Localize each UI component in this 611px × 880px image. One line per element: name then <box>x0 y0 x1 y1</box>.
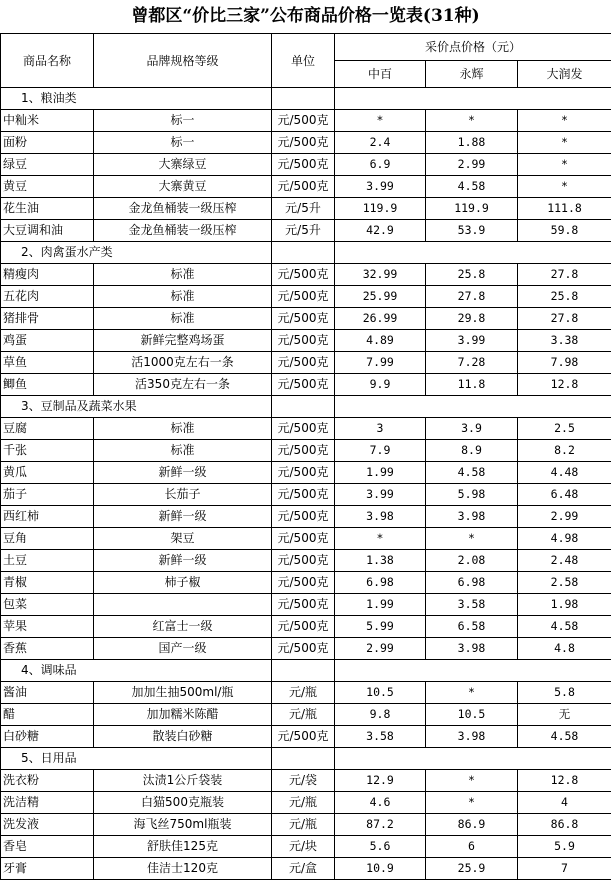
section-row <box>1 396 611 418</box>
table-row <box>1 440 611 462</box>
table-row <box>1 682 611 704</box>
item-unit: 元/瓶 <box>272 792 335 814</box>
table-row <box>1 484 611 506</box>
price-rtmart: 4.58 <box>518 726 611 748</box>
section-title: 3、豆制品及蔬菜水果 <box>1 396 272 418</box>
price-yonghui: 8.9 <box>426 440 518 462</box>
price-yonghui: 4.58 <box>426 176 518 198</box>
price-rtmart: 2.48 <box>518 550 611 572</box>
price-yonghui: 7.28 <box>426 352 518 374</box>
section-title: 1、粮油类 <box>1 88 272 110</box>
section-blank-cell <box>272 396 335 418</box>
section-blank-cell <box>335 242 611 264</box>
table-row <box>1 704 611 726</box>
item-name: 千张 <box>1 440 94 462</box>
price-zhongbai: 25.99 <box>335 286 426 308</box>
section-blank-cell <box>272 748 335 770</box>
item-spec: 标准 <box>94 286 272 308</box>
table-row <box>1 132 611 154</box>
price-rtmart: 12.8 <box>518 374 611 396</box>
item-spec: 舒肤佳125克 <box>94 836 272 858</box>
item-name: 猪排骨 <box>1 308 94 330</box>
item-unit: 元/500克 <box>272 638 335 660</box>
price-yonghui: * <box>426 110 518 132</box>
price-zhongbai: 26.99 <box>335 308 426 330</box>
item-spec: 大寨黄豆 <box>94 176 272 198</box>
price-rtmart: 111.8 <box>518 198 611 220</box>
price-yonghui: * <box>426 682 518 704</box>
item-spec: 新鲜一级 <box>94 462 272 484</box>
price-yonghui: 119.9 <box>426 198 518 220</box>
item-name: 草鱼 <box>1 352 94 374</box>
price-yonghui: 3.98 <box>426 726 518 748</box>
price-yonghui: 25.8 <box>426 264 518 286</box>
price-rtmart: 2.5 <box>518 418 611 440</box>
table-row <box>1 770 611 792</box>
table-row <box>1 154 611 176</box>
price-zhongbai: 12.9 <box>335 770 426 792</box>
price-zhongbai: 1.99 <box>335 462 426 484</box>
section-blank-cell <box>335 88 611 110</box>
price-zhongbai: 7.9 <box>335 440 426 462</box>
price-yonghui: 29.8 <box>426 308 518 330</box>
price-yonghui: 53.9 <box>426 220 518 242</box>
price-rtmart: 8.2 <box>518 440 611 462</box>
header-price-group: 采价点价格（元） <box>335 34 611 61</box>
item-spec: 新鲜一级 <box>94 506 272 528</box>
item-unit: 元/500克 <box>272 154 335 176</box>
table-row <box>1 374 611 396</box>
item-unit: 元/500克 <box>272 726 335 748</box>
price-rtmart: 25.8 <box>518 286 611 308</box>
price-rtmart: 27.8 <box>518 308 611 330</box>
item-unit: 元/500克 <box>272 264 335 286</box>
table-row <box>1 330 611 352</box>
price-yonghui: 6.98 <box>426 572 518 594</box>
price-zhongbai: * <box>335 528 426 550</box>
item-spec: 标准 <box>94 264 272 286</box>
item-spec: 新鲜完整鸡场蛋 <box>94 330 272 352</box>
item-unit: 元/5升 <box>272 220 335 242</box>
table-row <box>1 858 611 880</box>
price-yonghui: 2.08 <box>426 550 518 572</box>
price-yonghui: 25.9 <box>426 858 518 880</box>
item-spec: 标一 <box>94 110 272 132</box>
price-zhongbai: 9.9 <box>335 374 426 396</box>
price-yonghui: 27.8 <box>426 286 518 308</box>
price-rtmart: 4.98 <box>518 528 611 550</box>
price-zhongbai: 42.9 <box>335 220 426 242</box>
table-row <box>1 792 611 814</box>
item-unit: 元/500克 <box>272 374 335 396</box>
price-zhongbai: 9.8 <box>335 704 426 726</box>
section-row <box>1 660 611 682</box>
item-name: 五花肉 <box>1 286 94 308</box>
price-zhongbai: 3.98 <box>335 506 426 528</box>
price-yonghui: 3.99 <box>426 330 518 352</box>
item-name: 酱油 <box>1 682 94 704</box>
table-row <box>1 110 611 132</box>
table-row <box>1 616 611 638</box>
section-row <box>1 88 611 110</box>
price-yonghui: 4.58 <box>426 462 518 484</box>
price-rtmart: 7 <box>518 858 611 880</box>
price-yonghui: 1.88 <box>426 132 518 154</box>
price-rtmart: 4 <box>518 792 611 814</box>
item-unit: 元/500克 <box>272 132 335 154</box>
item-unit: 元/500克 <box>272 286 335 308</box>
price-zhongbai: 6.98 <box>335 572 426 594</box>
item-spec: 海飞丝750ml瓶装 <box>94 814 272 836</box>
table-row <box>1 418 611 440</box>
item-unit: 元/块 <box>272 836 335 858</box>
price-rtmart: 27.8 <box>518 264 611 286</box>
price-zhongbai: 3 <box>335 418 426 440</box>
section-title: 5、日用品 <box>1 748 272 770</box>
price-zhongbai: 1.38 <box>335 550 426 572</box>
item-spec: 标一 <box>94 132 272 154</box>
price-yonghui: * <box>426 770 518 792</box>
item-spec: 长茄子 <box>94 484 272 506</box>
item-unit: 元/500克 <box>272 352 335 374</box>
price-zhongbai: 87.2 <box>335 814 426 836</box>
price-rtmart: 86.8 <box>518 814 611 836</box>
item-name: 香蕉 <box>1 638 94 660</box>
item-spec: 白猫500克瓶装 <box>94 792 272 814</box>
item-name: 中籼米 <box>1 110 94 132</box>
item-spec: 活350克左右一条 <box>94 374 272 396</box>
item-name: 洗衣粉 <box>1 770 94 792</box>
item-unit: 元/5升 <box>272 198 335 220</box>
item-name: 精瘦肉 <box>1 264 94 286</box>
item-unit: 元/500克 <box>272 572 335 594</box>
price-rtmart: 无 <box>518 704 611 726</box>
item-unit: 元/500克 <box>272 550 335 572</box>
price-rtmart: 12.8 <box>518 770 611 792</box>
table-row <box>1 528 611 550</box>
item-name: 西红柿 <box>1 506 94 528</box>
table-row <box>1 462 611 484</box>
section-row <box>1 748 611 770</box>
item-spec <box>94 594 272 616</box>
price-rtmart: 5.9 <box>518 836 611 858</box>
item-unit: 元/500克 <box>272 176 335 198</box>
item-spec: 柿子椒 <box>94 572 272 594</box>
item-spec: 国产一级 <box>94 638 272 660</box>
price-rtmart: 2.58 <box>518 572 611 594</box>
table-row <box>1 506 611 528</box>
item-name: 洗发液 <box>1 814 94 836</box>
price-yonghui: 2.99 <box>426 154 518 176</box>
price-rtmart: 1.98 <box>518 594 611 616</box>
price-rtmart: * <box>518 110 611 132</box>
item-name: 豆角 <box>1 528 94 550</box>
table-row <box>1 220 611 242</box>
item-name: 鲫鱼 <box>1 374 94 396</box>
table-row <box>1 550 611 572</box>
item-spec: 汰渍1公斤袋装 <box>94 770 272 792</box>
price-rtmart: 6.48 <box>518 484 611 506</box>
price-zhongbai: 5.6 <box>335 836 426 858</box>
price-zhongbai: * <box>335 110 426 132</box>
header-unit: 单位 <box>272 34 335 88</box>
item-spec: 散装白砂糖 <box>94 726 272 748</box>
item-spec: 活1000克左右一条 <box>94 352 272 374</box>
item-spec: 加加生抽500ml/瓶 <box>94 682 272 704</box>
item-name: 黄瓜 <box>1 462 94 484</box>
price-yonghui: 86.9 <box>426 814 518 836</box>
section-blank-cell <box>272 660 335 682</box>
item-name: 苹果 <box>1 616 94 638</box>
price-rtmart: 5.8 <box>518 682 611 704</box>
price-rtmart: * <box>518 154 611 176</box>
table-row <box>1 352 611 374</box>
section-blank-cell <box>335 660 611 682</box>
price-yonghui: 6.58 <box>426 616 518 638</box>
item-unit: 元/500克 <box>272 418 335 440</box>
table-row <box>1 836 611 858</box>
price-zhongbai: 1.99 <box>335 594 426 616</box>
item-name: 土豆 <box>1 550 94 572</box>
section-title: 2、肉禽蛋水产类 <box>1 242 272 264</box>
item-name: 大豆调和油 <box>1 220 94 242</box>
item-spec: 加加糯米陈醋 <box>94 704 272 726</box>
table-row <box>1 572 611 594</box>
header-row-1 <box>1 34 611 61</box>
price-rtmart: 4.8 <box>518 638 611 660</box>
section-blank-cell <box>335 396 611 418</box>
table-row <box>1 264 611 286</box>
item-spec: 红富士一级 <box>94 616 272 638</box>
header-store-rtmart: 大润发 <box>518 61 611 88</box>
table-row <box>1 814 611 836</box>
table-row <box>1 176 611 198</box>
item-spec: 新鲜一级 <box>94 550 272 572</box>
price-yonghui: 3.98 <box>426 506 518 528</box>
price-yonghui: 6 <box>426 836 518 858</box>
section-blank-cell <box>272 88 335 110</box>
price-yonghui: 5.98 <box>426 484 518 506</box>
item-unit: 元/瓶 <box>272 814 335 836</box>
section-title: 4、调味品 <box>1 660 272 682</box>
price-zhongbai: 3.99 <box>335 484 426 506</box>
item-spec: 标准 <box>94 418 272 440</box>
table-row <box>1 308 611 330</box>
item-unit: 元/500克 <box>272 506 335 528</box>
price-rtmart: * <box>518 132 611 154</box>
item-unit: 元/袋 <box>272 770 335 792</box>
item-unit: 元/500克 <box>272 616 335 638</box>
table-row <box>1 286 611 308</box>
table-row <box>1 594 611 616</box>
price-zhongbai: 3.99 <box>335 176 426 198</box>
price-rtmart: * <box>518 176 611 198</box>
item-name: 绿豆 <box>1 154 94 176</box>
section-blank-cell <box>335 748 611 770</box>
item-name: 黄豆 <box>1 176 94 198</box>
item-unit: 元/500克 <box>272 528 335 550</box>
price-zhongbai: 119.9 <box>335 198 426 220</box>
item-spec: 架豆 <box>94 528 272 550</box>
price-rtmart: 2.99 <box>518 506 611 528</box>
item-unit: 元/瓶 <box>272 682 335 704</box>
header-name: 商品名称 <box>1 34 94 88</box>
price-table <box>0 33 611 880</box>
price-yonghui: 3.9 <box>426 418 518 440</box>
price-rtmart: 7.98 <box>518 352 611 374</box>
item-unit: 元/500克 <box>272 330 335 352</box>
section-row <box>1 242 611 264</box>
item-unit: 元/500克 <box>272 594 335 616</box>
price-zhongbai: 10.9 <box>335 858 426 880</box>
price-yonghui: 11.8 <box>426 374 518 396</box>
item-unit: 元/盒 <box>272 858 335 880</box>
item-name: 花生油 <box>1 198 94 220</box>
item-name: 香皂 <box>1 836 94 858</box>
price-yonghui: * <box>426 528 518 550</box>
header-store-zhongbai: 中百 <box>335 61 426 88</box>
item-spec: 大寨绿豆 <box>94 154 272 176</box>
price-rtmart: 4.48 <box>518 462 611 484</box>
price-yonghui: 10.5 <box>426 704 518 726</box>
page-title: 曾都区“价比三家”公布商品价格一览表(31种) <box>0 0 611 33</box>
price-rtmart: 3.38 <box>518 330 611 352</box>
item-unit: 元/瓶 <box>272 704 335 726</box>
table-row <box>1 726 611 748</box>
item-name: 洗洁精 <box>1 792 94 814</box>
table-body <box>1 88 611 880</box>
header-store-yonghui: 永辉 <box>426 61 518 88</box>
header-spec: 品牌规格等级 <box>94 34 272 88</box>
section-blank-cell <box>272 242 335 264</box>
price-zhongbai: 4.89 <box>335 330 426 352</box>
item-name: 青椒 <box>1 572 94 594</box>
item-spec: 标准 <box>94 308 272 330</box>
price-zhongbai: 7.99 <box>335 352 426 374</box>
item-unit: 元/500克 <box>272 484 335 506</box>
price-yonghui: * <box>426 792 518 814</box>
price-yonghui: 3.98 <box>426 638 518 660</box>
item-unit: 元/500克 <box>272 110 335 132</box>
item-unit: 元/500克 <box>272 440 335 462</box>
price-zhongbai: 2.4 <box>335 132 426 154</box>
item-spec: 金龙鱼桶装一级压榨 <box>94 198 272 220</box>
item-spec: 金龙鱼桶装一级压榨 <box>94 220 272 242</box>
item-name: 醋 <box>1 704 94 726</box>
item-spec: 佳洁士120克 <box>94 858 272 880</box>
item-unit: 元/500克 <box>272 462 335 484</box>
price-zhongbai: 4.6 <box>335 792 426 814</box>
item-spec: 标准 <box>94 440 272 462</box>
item-name: 茄子 <box>1 484 94 506</box>
table-row <box>1 638 611 660</box>
price-zhongbai: 5.99 <box>335 616 426 638</box>
price-zhongbai: 2.99 <box>335 638 426 660</box>
item-name: 白砂糖 <box>1 726 94 748</box>
item-name: 包菜 <box>1 594 94 616</box>
item-unit: 元/500克 <box>272 308 335 330</box>
price-rtmart: 4.58 <box>518 616 611 638</box>
item-name: 面粉 <box>1 132 94 154</box>
price-zhongbai: 3.58 <box>335 726 426 748</box>
table-row <box>1 198 611 220</box>
item-name: 鸡蛋 <box>1 330 94 352</box>
price-zhongbai: 10.5 <box>335 682 426 704</box>
price-zhongbai: 6.9 <box>335 154 426 176</box>
price-rtmart: 59.8 <box>518 220 611 242</box>
price-yonghui: 3.58 <box>426 594 518 616</box>
item-name: 牙膏 <box>1 858 94 880</box>
item-name: 豆腐 <box>1 418 94 440</box>
price-zhongbai: 32.99 <box>335 264 426 286</box>
